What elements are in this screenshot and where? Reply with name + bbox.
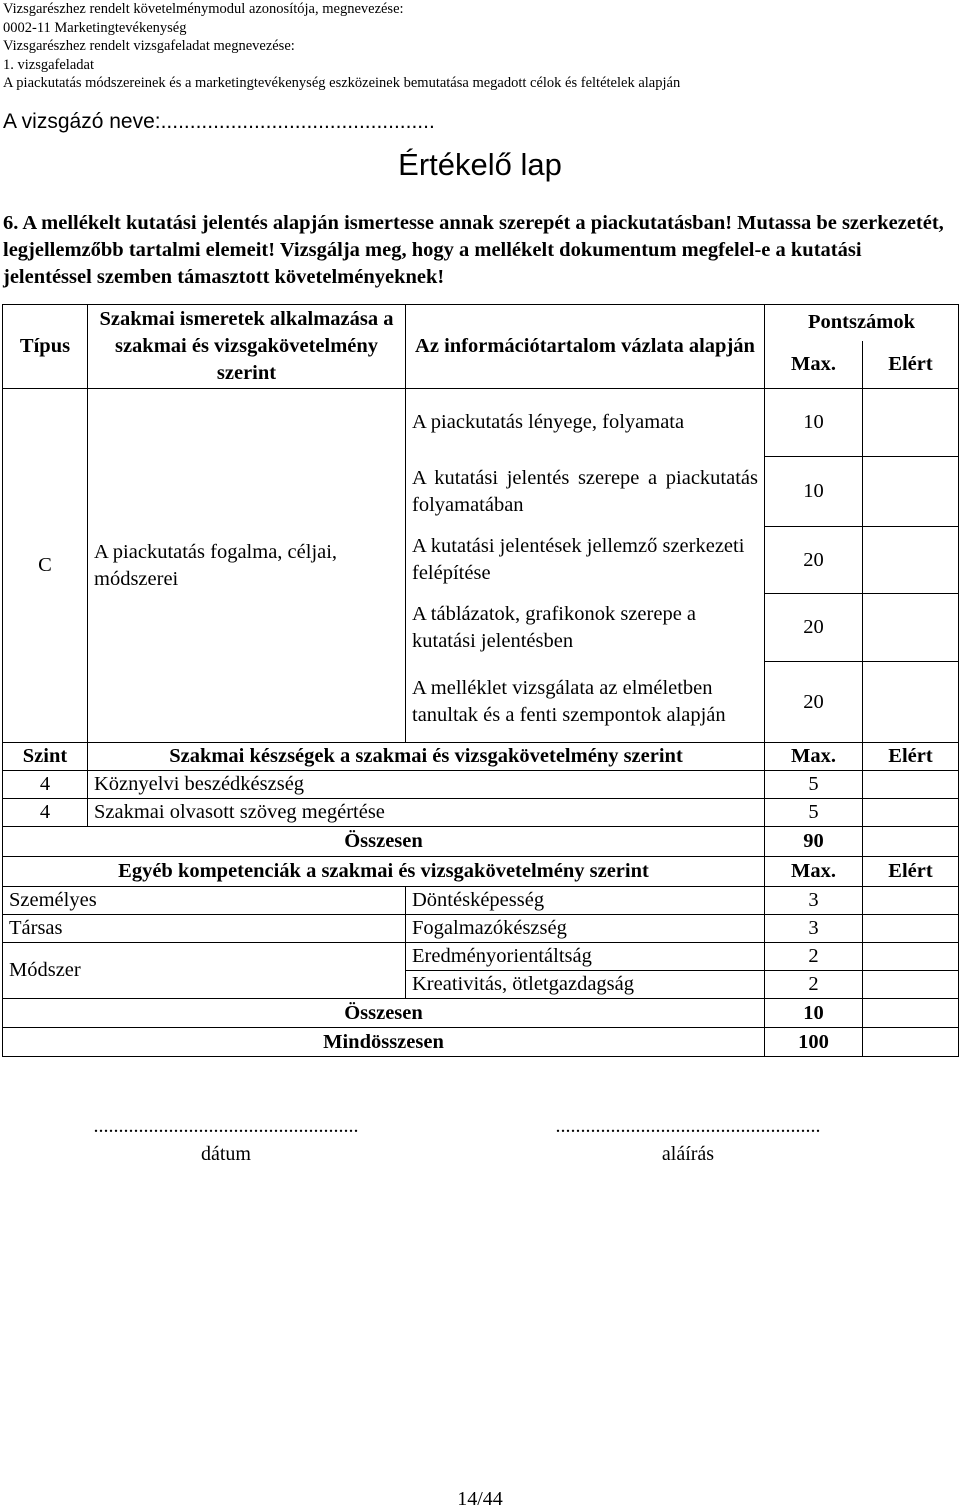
competency-achieved-cell[interactable] — [863, 915, 959, 943]
other-max-header: Max. — [765, 857, 863, 887]
competency-achieved-cell[interactable] — [863, 943, 959, 971]
subtotal-max: 90 — [765, 827, 863, 857]
col-header-elert: Elért — [863, 341, 959, 389]
table-row — [3, 887, 959, 915]
skill-level: 4 — [3, 771, 88, 799]
criterion-max: 10 — [765, 457, 863, 527]
criterion-text: A táblázatok, grafikonok szerepe a kutatási jelentésben — [406, 594, 765, 662]
criterion-max: 20 — [765, 594, 863, 662]
competency-text: Döntésképesség — [406, 887, 765, 915]
col-header-max: Max. — [765, 341, 863, 389]
competency-category: Társas — [3, 915, 406, 943]
other-elert-header: Elért — [863, 857, 959, 887]
date-line[interactable]: ..................................................... — [93, 1115, 359, 1137]
criterion-text: A melléklet vizsgálata az elméletben tanultak és a fenti szempontok alapján — [406, 662, 765, 743]
col-header-info: Az információtartalom vázlata alapján — [406, 305, 765, 389]
criterion-achieved-cell[interactable] — [863, 389, 959, 457]
subtotal-achieved-cell[interactable] — [863, 999, 959, 1028]
skills-section-title: Szakmai készségek a szakmai és vizsgakövetelmény szerint — [88, 743, 765, 771]
skill-achieved-cell[interactable] — [863, 799, 959, 827]
skill-achieved-cell[interactable] — [863, 771, 959, 799]
competency-text: Fogalmazókészség — [406, 915, 765, 943]
signature-label: aláírás — [661, 1143, 715, 1165]
criterion-achieved-cell[interactable] — [863, 594, 959, 662]
skill-level: 4 — [3, 799, 88, 827]
other-competencies-title: Egyéb kompetenciák a szakmai és vizsgakövetelmény szerint — [3, 857, 765, 887]
competency-category: Módszer — [3, 943, 406, 999]
table-row — [3, 915, 959, 943]
page-title: Értékelő lap — [398, 147, 562, 182]
skill-max: 5 — [765, 799, 863, 827]
criterion-achieved-cell[interactable] — [863, 662, 959, 743]
skill-text: Szakmai olvasott szöveg megértése — [88, 799, 765, 827]
evaluation-table — [2, 304, 959, 1057]
criterion-text: A piackutatás lényege, folyamata — [406, 389, 765, 457]
criterion-text: A kutatási jelentések jellemző szerkezeti felépítése — [406, 527, 765, 594]
subtotal-max: 10 — [765, 999, 863, 1028]
col-header-szint: Szint — [3, 743, 88, 771]
subtotal-label: Összesen — [3, 827, 765, 857]
signature-block — [552, 1112, 824, 1168]
subtotal-row — [3, 827, 959, 857]
competency-max: 2 — [765, 971, 863, 999]
grand-total-label: Mindösszesen — [3, 1028, 765, 1057]
competency-achieved-cell[interactable] — [863, 971, 959, 999]
header-line-task-title: A piackutatás módszereinek és a marketingtevékenység eszközeinek bemutatása megadott célok és feltételek alapján — [3, 75, 681, 92]
criterion-achieved-cell[interactable] — [863, 457, 959, 527]
other-competencies-header-row — [3, 857, 959, 887]
competency-category: Személyes — [3, 887, 406, 915]
col-header-pontszamok: Pontszámok — [765, 305, 959, 341]
signature-line[interactable]: ..................................................... — [555, 1115, 821, 1137]
date-label: dátum — [201, 1143, 251, 1165]
criterion-max: 10 — [765, 389, 863, 457]
criterion-max: 20 — [765, 662, 863, 743]
page-number: 14/44 — [457, 1488, 503, 1510]
skills-max-header: Max. — [765, 743, 863, 771]
criterion-achieved-cell[interactable] — [863, 527, 959, 594]
table-row — [3, 771, 959, 799]
header-line-task-label: Vizsgarészhez rendelt vizsgafeladat megnevezése: — [3, 38, 295, 55]
header-line-module: 0002-11 Marketingtevékenység — [3, 19, 187, 36]
competency-text: Eredményorientáltság — [406, 943, 765, 971]
grand-total-max: 100 — [765, 1028, 863, 1057]
skills-header-row — [3, 743, 959, 771]
competency-text: Kreativitás, ötletgazdagság — [406, 971, 765, 999]
table-header-row — [3, 305, 959, 341]
competency-max: 2 — [765, 943, 863, 971]
skills-elert-header: Elért — [863, 743, 959, 771]
skill-text: Köznyelvi beszédkészség — [88, 771, 765, 799]
document-header — [3, 0, 953, 93]
table-row — [3, 799, 959, 827]
date-signature-block — [90, 1112, 362, 1168]
competency-max: 3 — [765, 887, 863, 915]
table-row — [3, 389, 959, 457]
col-header-tipus: Típus — [3, 305, 88, 389]
grand-total-row — [3, 1028, 959, 1057]
header-line-task-number: 1. vizsgafeladat — [3, 56, 94, 73]
competency-achieved-cell[interactable] — [863, 887, 959, 915]
section-type: C — [3, 389, 88, 743]
task-description: 6. A mellékelt kutatási jelentés alapján ismertesse annak szerepét a piackutatásban! Mutassa be szerkezetét, legjellemzőbb tartalmi elemeit! Vizsgálja meg, hogy a mellékelt dokumentum megfelel-e a kutatási jelentéssel szemben támasztott követelményeknek! — [3, 212, 944, 288]
subtotal-label: Összesen — [3, 999, 765, 1028]
table-row — [3, 943, 959, 971]
col-header-szakmai: Szakmai ismeretek alkalmazása a szakmai és vizsgakövetelmény szerint — [88, 305, 406, 389]
subtotal-row — [3, 999, 959, 1028]
subtotal-achieved-cell[interactable] — [863, 827, 959, 857]
skill-max: 5 — [765, 771, 863, 799]
candidate-name-field[interactable]: A vizsgázó neve:............................................... — [3, 110, 435, 133]
header-line-module-label: Vizsgarészhez rendelt követelménymodul azonosítója, megnevezése: — [3, 1, 404, 17]
section-topic: A piackutatás fogalma, céljai, módszerei — [88, 389, 406, 743]
competency-max: 3 — [765, 915, 863, 943]
grand-total-achieved-cell[interactable] — [863, 1028, 959, 1057]
criterion-max: 20 — [765, 527, 863, 594]
criterion-text: A kutatási jelentés szerepe a piackutatás folyamatában — [406, 457, 765, 527]
